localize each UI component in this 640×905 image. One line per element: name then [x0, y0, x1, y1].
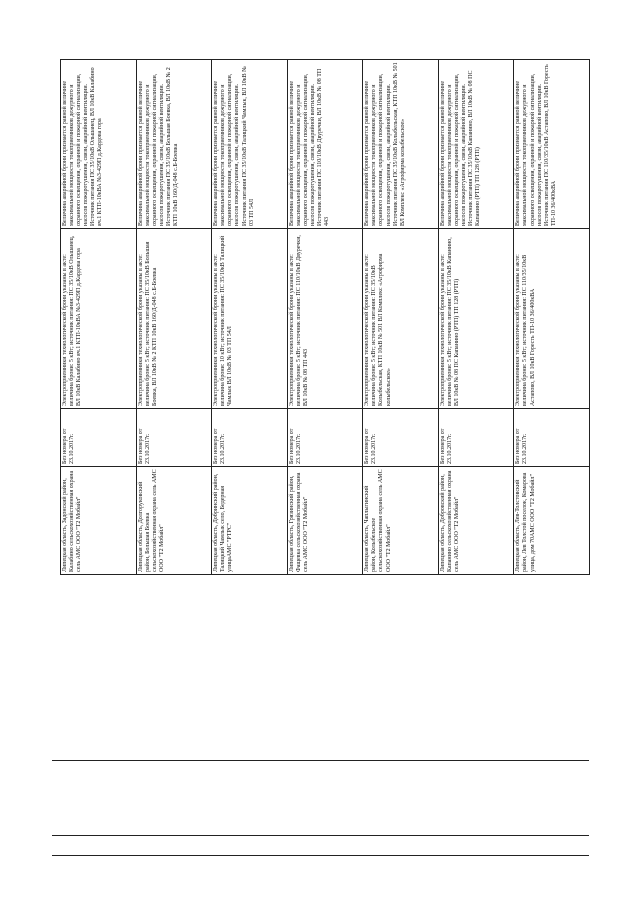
consumer-cell: Электроприемники технологической брони указаны в акте: величина брони: 5 кВт; источник питания: ПС 35/10кВ Ольшанец, ВЛ 10кВ Калабино яч.1 КТП-10кВА №3-429П д.Кардова гора — [61, 229, 137, 409]
location-cell: Липецкая область, Добровский район, Капанино сельскохозяйственная охрана сель АМС ООО "Т2 Мобайл" — [438, 467, 514, 575]
emergency-reserve-table — [60, 59, 590, 575]
emergency-cell: Величина аварийной брони признается равной величине максимальной мощности токоприемников дежурного и охранного освещения, охранной и пожарной сигнализации, насосов пожаротушения, связи, аварийной вентиляции. Источник питания ПС 110/35/10кВ Астапово, ВЛ 10кВ Горесть ТП-10 36/400кВА — [514, 60, 590, 229]
location-cell: Липецкая область, Задонский район, Калабино сельскохозяйственная охрана сель АМС ООО "Т2 Мобайл" — [61, 467, 137, 575]
emergency-cell: Величина аварийной брони признается равной величине максимальной мощности токоприемников дежурного и охранного освещения, охранной и пожарной сигнализации, насосов пожаротушения, связи, аварийной вентиляции. Источник питания ПС 110/10кВ Двуречки, ВЛ 10кВ № 08 ТП 443 — [287, 60, 363, 229]
location-cell: Липецкая область, Чаплыгинский район, Колыбельское сельскохозяйственная охрана сель АМС ООО "Т2 Мобайл" — [363, 467, 439, 575]
document-cell: Без номера от 23.10.2017г. — [212, 409, 288, 467]
location-cell: Липецкая область, Лев-Толстовский район, Лев Толстой поселок, Комарова улица, дом 70АМС ООО "Т2 Мобайл" — [514, 467, 590, 575]
rotated-table-wrapper — [60, 60, 590, 575]
emergency-cell: Величина аварийной брони признается равной величине максимальной мощности токоприемников дежурного и охранного освещения, охранной и пожарной сигнализации, насосов пожаротушения, связи, аварийной вентиляции. Источник питания ПС 35/10кВ Талицкий Чамлык, ВЛ 10кВ № 03 ТП 54Л — [212, 60, 288, 229]
consumer-cell: Электроприемники технологической брони указаны в акте: величина брони: 5 кВт; источник питания: ПС 35/10кВ Большая Боевка, ВЛ 10кВ № 2 КТП 10кВ 160/Д-048 с.Б-Боевка — [136, 229, 212, 409]
document-cell: Без номера от 23.10.2017г. — [61, 409, 137, 467]
document-cell: Без номера от 23.10.2017г. — [438, 409, 514, 467]
consumer-cell: Электроприемники технологической брони указаны в акте: величина брони: 5 кВт; источник питания: ПС 35/10кВ Капанино, ВЛ 10кВ № 08 ПС Капанино (РТП) ТП 128 (РТП) — [438, 229, 514, 409]
table-row — [287, 60, 363, 575]
emergency-cell: Величина аварийной брони признается равной величине максимальной мощности токоприемников дежурного и охранного освещения, охранной и пожарной сигнализации, насосов пожаротушения, связи, аварийной вентиляции. Источник питания ПС 35/10кВ Колыбельская, КТП 10кВ № 501 ВЛ Комплекс «Агрофирма колыбельское» — [363, 60, 439, 229]
location-cell: Липецкая область, Долгоруковский район, Большая Боевка сельскохозяйственная охрана сель АМС ООО "Т2 Мобайл" — [136, 467, 212, 575]
emergency-cell: Величина аварийной брони признается равной величине максимальной мощности токоприемников дежурного и охранного освещения, охранной и пожарной сигнализации, насосов пожаротушения, связи, аварийной вентиляции. Источник питания ПС 35/10кВ Капанино, ВЛ 10кВ № 08 ПС Капанино (РТП) ТП 128 (РТП) — [438, 60, 514, 229]
rule-line-bottom — [52, 855, 589, 856]
document-cell: Без номера от 23.10.2017г. — [287, 409, 363, 467]
table-row — [136, 60, 212, 575]
document-cell: Без номера от 23.10.2017г. — [514, 409, 590, 467]
table-row — [514, 60, 590, 575]
table-row — [61, 60, 137, 575]
table-row — [212, 60, 288, 575]
consumer-cell: Электроприемники технологической брони указаны в акте: величина брони: 5 кВт; источник питания: ПС 35/10кВ Колыбельская, КТП 10кВ № 501 ВЛ Комплекс «Агрофирма колыбельское» — [363, 229, 439, 409]
consumer-cell: Электроприемники технологической брони указаны в акте: величина брони: 5 кВт; источник питания: ПС 110/35/10кВ Астапово, ВЛ 10кВ Горесть ТП-10 36/400кВА — [514, 229, 590, 409]
rule-line-top — [52, 760, 589, 761]
emergency-cell: Величина аварийной брони признается равной величине максимальной мощности токоприемников дежурного и охранного освещения, охранной и пожарной сигнализации, насосов пожаротушения, связи, аварийной вентиляции. Источник питания ПС 35/10кВ Большая Боевка, ВЛ 10кВ № 2 КТП 10кВ 160/Д-048 с.Б-Боевка — [136, 60, 212, 229]
emergency-cell: Величина аварийной брони признается равной величине максимальной мощности токоприемников дежурного и охранного освещения, охранной и пожарной сигнализации, насосов пожаротушения, связи, аварийной вентиляции. Источник питания ПС 35/10кВ Ольшанец, ВЛ 10кВ Калабино яч.1 КТП-10кВА №3-429П д.Кардова гора — [61, 60, 137, 229]
table-row — [438, 60, 514, 575]
table-row — [363, 60, 439, 575]
location-cell: Липецкая область, Добринский район, Талицкий Чамлык село, Бедерная улицаАМС "РТРС" — [212, 467, 288, 575]
consumer-cell: Электроприемники технологической брони указаны в акте: величина брони: 10 кВт; источник питания: ПС 35/10кВ Талицкий Чамлык ВЛ 10кВ № 03 ТП 54Л — [212, 229, 288, 409]
document-cell: Без номера от 23.10.2017г. — [136, 409, 212, 467]
document-cell: Без номера от 23.10.2017г. — [363, 409, 439, 467]
rule-line-middle — [52, 835, 589, 836]
consumer-cell: Электроприемники технологической брони указаны в акте: величина брони: 5 кВт; источник питания: ПС 110/10кВ Двуречки, ВЛ 10кВ № 08 ТП 443 — [287, 229, 363, 409]
location-cell: Липецкая область, Грязинский район, Фащевка сельскохозяйственная охрана сель АМС ООО "Т2 Мобайл" — [287, 467, 363, 575]
